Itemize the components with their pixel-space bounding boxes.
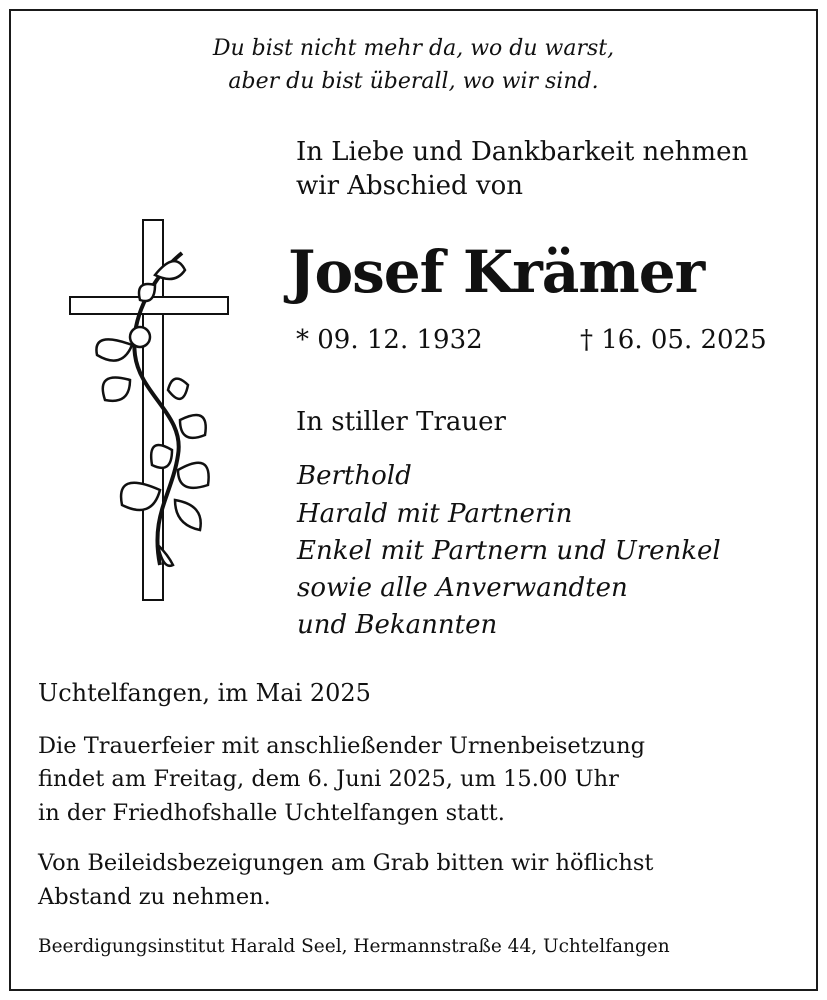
condolence-line: Abstand zu nehmen. [38,884,271,910]
quote-line-1: Du bist nicht mehr da, wo du warst, [212,36,615,61]
quote-line-2: aber du bist überall, wo wir sind. [228,69,599,94]
mourner: und Bekannten [297,610,498,640]
intro-line-2: wir Abschied von [296,171,524,201]
funeral-home: Beerdigungsinstitut Harald Seel, Hermannstraße 44, Uchtelfangen [38,936,670,957]
ceremony-line: Die Trauerfeier mit anschließender Urnenbeisetzung [38,733,646,759]
death-date: † 16. 05. 2025 [580,325,767,355]
deceased-name: Josef Krämer [288,238,705,306]
place-date: Uchtelfangen, im Mai 2025 [38,679,371,707]
ceremony-line: findet am Freitag, dem 6. Juni 2025, um 15.00 Uhr [38,766,619,792]
mourner: Berthold [297,461,412,491]
mourner: Enkel mit Partnern und Urenkel [297,536,721,566]
mourner: sowie alle Anverwandten [297,573,628,603]
mourning-heading: In stiller Trauer [296,407,506,437]
birth-date: * 09. 12. 1932 [296,325,483,355]
condolence-line: Von Beileidsbezeigungen am Grab bitten wir höflichst [38,850,654,876]
ceremony-line: in der Friedhofshalle Uchtelfangen statt. [38,800,505,826]
intro-line-1: In Liebe und Dankbarkeit nehmen [296,137,749,167]
cross-with-rose-icon [60,215,240,610]
mourner: Harald mit Partnerin [297,499,573,529]
